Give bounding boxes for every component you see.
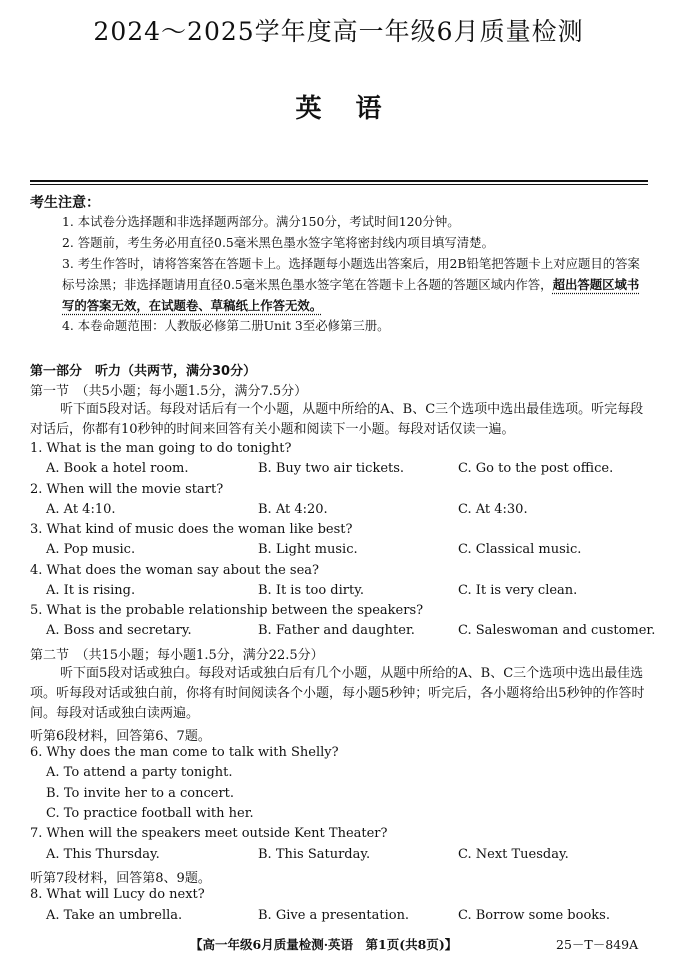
- q4-option-b: B. It is too dirty.: [258, 583, 364, 598]
- question-5: 5. What is the probable relationship between the speakers?: [30, 603, 424, 618]
- q2-option-b: B. At 4:20.: [258, 502, 328, 517]
- q7-option-c: C. Next Tuesday.: [458, 847, 569, 862]
- question-1: 1. What is the man going to do tonight?: [30, 441, 292, 456]
- part1-heading: 第一部分 听力（共两节，满分30分）: [30, 364, 257, 379]
- footer-page-info: 【高一年级6月质量检测·英语 第1页(共8页)】: [190, 937, 458, 952]
- note-2: 2. 答题前，考生务必用直径0.5毫米黑色墨水签字笔将密封线内项目填写清楚。: [62, 235, 494, 250]
- question-3: 3. What kind of music does the woman like best?: [30, 522, 353, 537]
- footer-exam-code: 25－T－849A: [556, 937, 639, 952]
- subject-title: 英语: [295, 94, 416, 124]
- q6-option-a: A. To attend a party tonight.: [46, 765, 233, 780]
- section1-heading: 第一节 （共5小题；每小题1.5分，满分7.5分）: [30, 384, 308, 399]
- q8-option-b: B. Give a presentation.: [258, 908, 410, 923]
- note-4: 4. 本卷命题范围：人教版必修第二册Unit 3至必修第三册。: [62, 318, 390, 333]
- q1-option-a: A. Book a hotel room.: [46, 461, 189, 476]
- question-4: 4. What does the woman say about the sea?: [30, 563, 320, 578]
- q6-option-c: C. To practice football with her.: [46, 806, 254, 821]
- divider-thick: [30, 180, 648, 182]
- material-7-note: 听第7段材料，回答第8、9题。: [30, 871, 211, 886]
- q5-option-c: C. Saleswoman and customer.: [458, 623, 656, 638]
- q8-option-a: A. Take an umbrella.: [46, 908, 183, 923]
- question-2: 2. When will the movie start?: [30, 482, 224, 497]
- section2-instructions: 听下面5段对话或独白。每段对话或独白后有几个小题，从题中所给的A、B、C三个选项中选出最佳选项。听每段对话或独白前，你将有时间阅读各个小题，每小题5秒钟；听完后，各小题将给出5秒钟的作答时间。每段对话或独白读两遍。: [30, 666, 645, 721]
- q4-option-a: A. It is rising.: [46, 583, 136, 598]
- q3-option-b: B. Light music.: [258, 542, 358, 557]
- section2-heading: 第二节 （共15小题；每小题1.5分，满分22.5分）: [30, 648, 324, 663]
- q5-option-a: A. Boss and secretary.: [46, 623, 192, 638]
- section1-instructions: 听下面5段对话。每段对话后有一个小题，从题中所给的A、B、C三个选项中选出最佳选项。听完每段对话后，你都有10秒钟的时间来回答有关小题和阅读下一小题。每段对话仅读一遍。: [30, 402, 644, 437]
- q7-option-a: A. This Thursday.: [46, 847, 160, 862]
- q2-option-c: C. At 4:30.: [458, 502, 528, 517]
- q3-option-a: A. Pop music.: [46, 542, 136, 557]
- q6-option-b: B. To invite her to a concert.: [46, 786, 235, 801]
- note-3-text: 3. 考生作答时，请将答案答在答题卡上。选择题每小题选出答案后，用2B铅笔把答题卡上对应题目的答案标号涂黑；非选择题请用直径0.5毫米黑色墨水签字笔在答题卡上各题的答题区域内作答，: [62, 256, 640, 292]
- exam-title: 2024～2025学年度高一年级6月质量检测: [93, 17, 584, 46]
- note-3: [62, 253, 650, 316]
- question-7: 7. When will the speakers meet outside Kent Theater?: [30, 826, 388, 841]
- q4-option-c: C. It is very clean.: [458, 583, 578, 598]
- notes-heading: 考生注意：: [30, 195, 100, 211]
- note-1: 1. 本试卷分选择题和非选择题两部分。满分150分，考试时间120分钟。: [62, 214, 460, 229]
- q1-option-b: B. Buy two air tickets.: [258, 461, 405, 476]
- question-6: 6. Why does the man come to talk with Shelly?: [30, 745, 339, 760]
- q3-option-c: C. Classical music.: [458, 542, 582, 557]
- q8-option-c: C. Borrow some books.: [458, 908, 610, 923]
- q2-option-a: A. At 4:10.: [46, 502, 116, 517]
- note-3-emphasis: 超出答题区域书写的答案无效，在试题卷、草稿纸上作答无效。: [62, 277, 640, 313]
- divider-thin: [30, 184, 648, 185]
- q7-option-b: B. This Saturday.: [258, 847, 371, 862]
- material-6-note: 听第6段材料，回答第6、7题。: [30, 729, 211, 744]
- q5-option-b: B. Father and daughter.: [258, 623, 415, 638]
- question-8: 8. What will Lucy do next?: [30, 887, 205, 902]
- q1-option-c: C. Go to the post office.: [458, 461, 614, 476]
